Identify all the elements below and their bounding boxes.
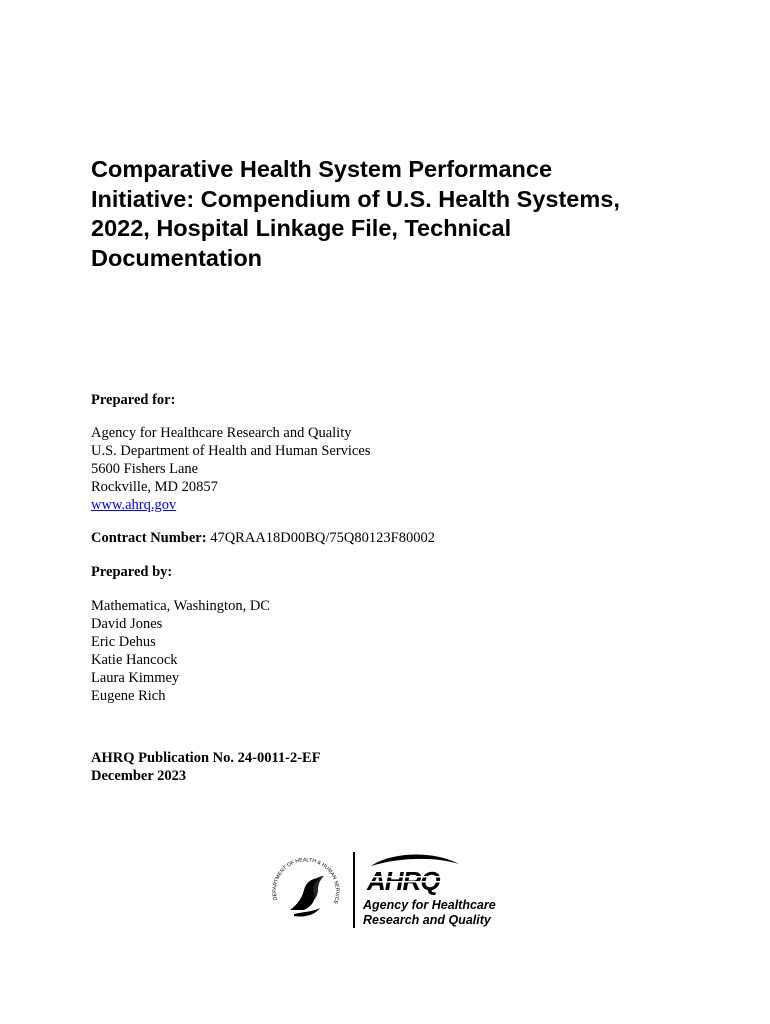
contract-number-value: 47QRAA18D00BQ/75Q80123F80002: [210, 530, 435, 546]
contract-number-block: [91, 529, 435, 547]
publication-date: December 2023: [91, 768, 187, 784]
agency-name: Agency for Healthcare Research and Quality: [91, 425, 352, 441]
author-line: Laura Kimmey: [91, 670, 180, 686]
publication-info: [91, 749, 321, 785]
author-line: David Jones: [91, 616, 163, 632]
title-line-4: Documentation: [91, 244, 263, 271]
prepared-for-heading: Prepared for:: [91, 392, 176, 408]
contract-number-label: Contract Number:: [91, 530, 207, 546]
logo-divider: [353, 852, 355, 928]
publication-number: AHRQ Publication No. 24-0011-2-EF: [91, 750, 321, 766]
city-state-zip: Rockville, MD 20857: [91, 479, 218, 495]
ahrq-logo-icon: [363, 852, 463, 896]
logo-area: [268, 850, 508, 930]
prepared-for-address: [91, 424, 370, 514]
seal-text: DEPARTMENT OF HEALTH & HUMAN SERVICE: [271, 857, 341, 905]
prepared-for-heading-block: [91, 391, 175, 409]
title-line-1: Comparative Health System Performance: [91, 156, 553, 182]
author-line: Eugene Rich: [91, 688, 166, 704]
hhs-seal-icon: [268, 852, 344, 928]
author-line: Mathematica, Washington, DC: [91, 598, 270, 614]
prepared-by-heading-block: [91, 563, 172, 581]
street-address: 5600 Fishers Lane: [91, 461, 199, 477]
author-line: Katie Hancock: [91, 652, 178, 668]
prepared-by-list: [91, 597, 270, 705]
prepared-by-heading: Prepared by:: [91, 564, 173, 580]
ahrq-tagline-2: Research and Quality: [363, 913, 491, 927]
department-name: U.S. Department of Health and Human Services: [91, 443, 371, 459]
author-line: Eric Dehus: [91, 634, 156, 650]
title-line-2: Initiative: Compendium of U.S. Health Systems,: [91, 185, 620, 212]
title-line-3: 2022, Hospital Linkage File, Technical: [91, 215, 512, 241]
document-title: [91, 155, 691, 273]
website-link[interactable]: www.ahrq.gov: [91, 497, 177, 513]
ahrq-tagline-1: Agency for Healthcare: [363, 898, 496, 912]
